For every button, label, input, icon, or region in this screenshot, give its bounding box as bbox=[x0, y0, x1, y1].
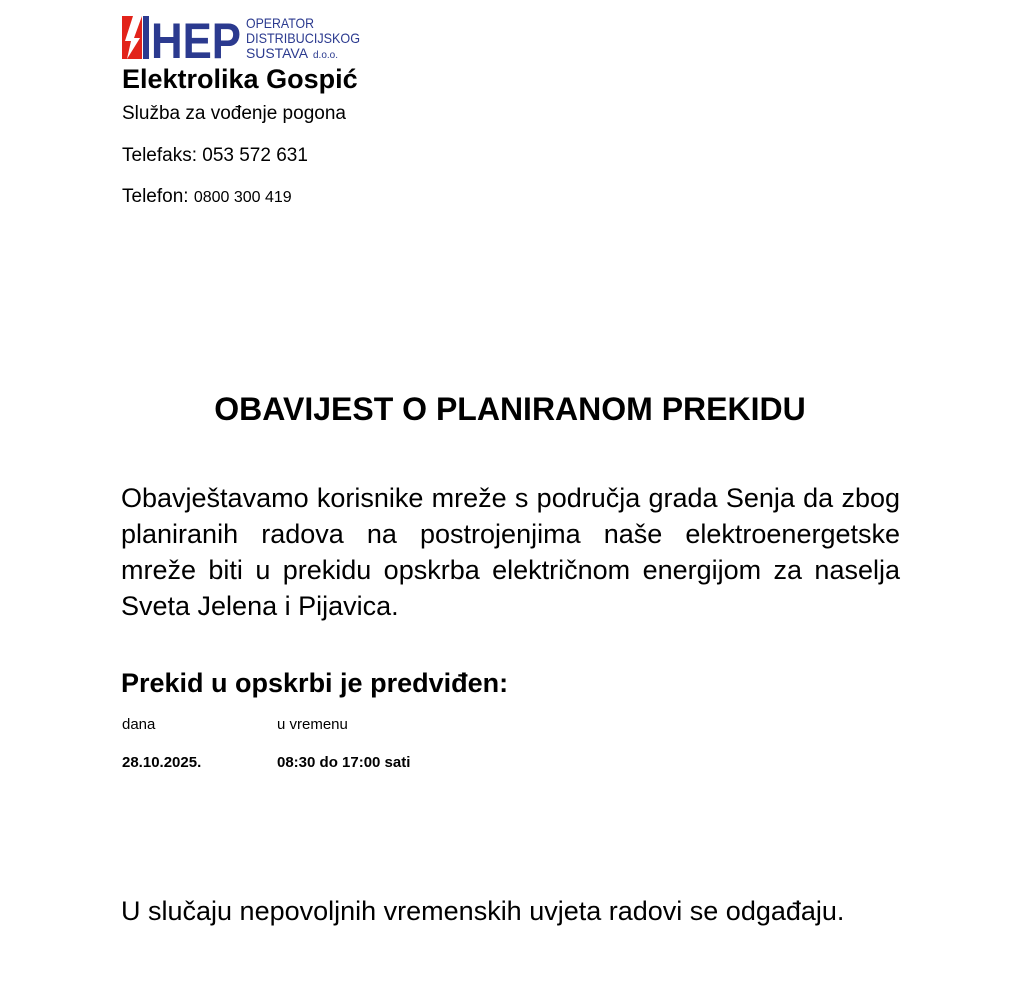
notice-title: OBAVIJEST O PLANIRANOM PREKIDU bbox=[214, 391, 806, 427]
notice-footer: U slučaju nepovoljnih vremenskih uvjeta radovi se odgađaju. bbox=[121, 896, 845, 926]
notice-body: Obavještavamo korisnike mreže s područja grada Senja da zbog planiranih radova na postrojenjima naše elektroenergetske mreže biti u prekidu opskrba električnom energijom za naselja Sveta Jelena i Pijavica. bbox=[121, 483, 900, 621]
schedule-heading: Prekid u opskrbi je predviđen: bbox=[121, 668, 509, 698]
hep-logo bbox=[122, 14, 362, 62]
phone-label: Telefon: bbox=[122, 186, 189, 207]
date-value: 28.10.2025. bbox=[122, 754, 202, 771]
service-name: Služba za vođenje pogona bbox=[122, 103, 346, 124]
time-label: u vremenu bbox=[277, 716, 348, 733]
logo-blue-bar bbox=[143, 16, 149, 59]
logo-brand-text: HEP bbox=[151, 14, 241, 62]
company-name: Elektrolika Gospić bbox=[122, 64, 358, 94]
logo-suffix: d.o.o. bbox=[313, 50, 339, 61]
logo-line2: DISTRIBUCIJSKOG bbox=[246, 30, 360, 46]
time-value: 08:30 do 17:00 sati bbox=[277, 754, 411, 771]
date-label: dana bbox=[122, 716, 156, 733]
fax-line: Telefaks: 053 572 631 bbox=[122, 145, 308, 166]
phone-number: 0800 300 419 bbox=[193, 189, 292, 206]
logo-line3: SUSTAVA bbox=[246, 45, 309, 61]
hep-logo-graphic bbox=[122, 14, 362, 62]
phone-line bbox=[122, 186, 292, 208]
logo-line1: OPERATOR bbox=[246, 15, 314, 31]
